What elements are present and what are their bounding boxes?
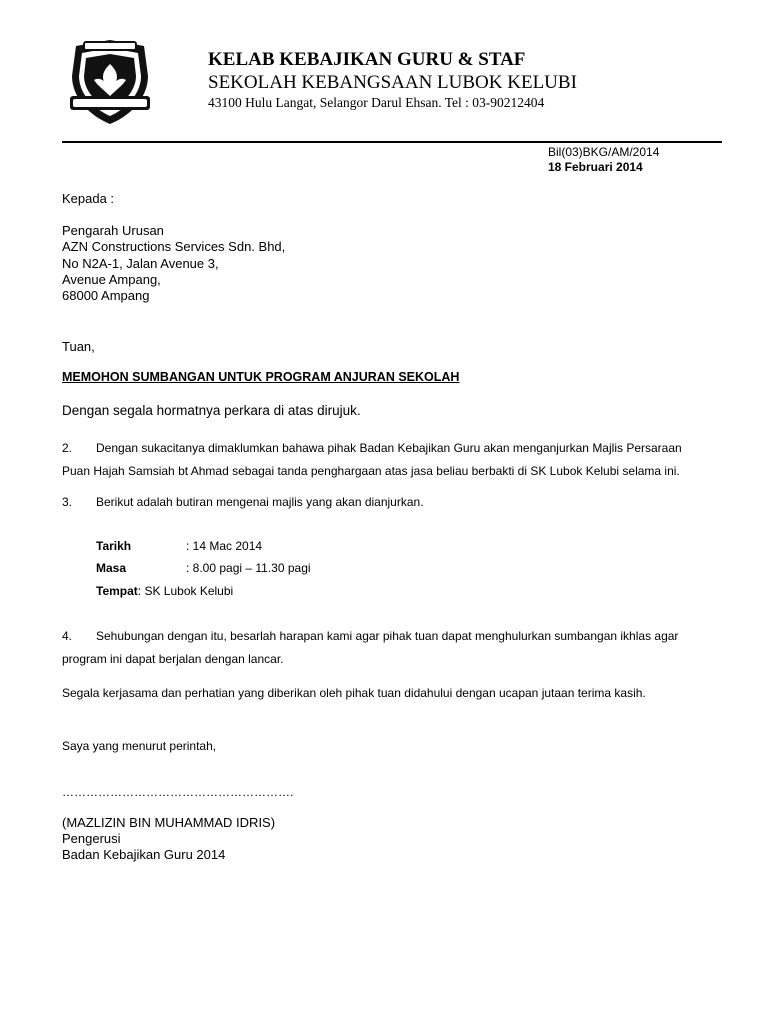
signatory-organization: Badan Kebajikan Guru 2014 [62,847,226,862]
detail-date-value: : 14 Mac 2014 [186,539,263,553]
school-address: 43100 Hulu Langat, Selangor Darul Ehsan. Tel : 03-90212404 [208,95,545,110]
recipient-line: AZN Constructions Services Sdn. Bhd, [62,239,286,254]
signature-line: …………………………………………………. [62,785,294,799]
paragraph-3-number: 3. [62,495,73,509]
salutation: Tuan, [62,339,95,354]
detail-time-label: Masa [96,561,127,575]
sign-off: Saya yang menurut perintah, [62,739,217,753]
paragraph-4-line-1: Sehubungan dengan itu, besarlah harapan kami agar pihak tuan dapat menghulurkan sumbangan ikhlas agar [96,629,679,643]
signatory-name: (MAZLIZIN BIN MUHAMMAD IDRIS) [62,815,276,830]
school-crest-logo [64,36,156,128]
closing-paragraph: Segala kerjasama dan perhatian yang diberikan oleh pihak tuan didahului dengan ucapan jutaan terima kasih. [62,686,646,700]
letter-date: 18 Februari 2014 [548,160,643,174]
detail-time-value: : 8.00 pagi – 11.30 pagi [186,561,311,575]
recipient-to-label: Kepada : [62,191,115,206]
paragraph-4-line-2: program ini dapat berjalan dengan lancar. [62,652,284,666]
recipient-line: No N2A-1, Jalan Avenue 3, [62,256,219,271]
letter-subject: MEMOHON SUMBANGAN UNTUK PROGRAM ANJURAN SEKOLAH [62,370,460,384]
recipient-line: Pengarah Urusan [62,223,164,238]
detail-place-row [96,584,233,598]
paragraph-2-line-2: Puan Hajah Samsiah bt Ahmad sebagai tanda penghargaan atas jasa beliau berbakti di SK Lubok Kelubi selama ini. [62,464,680,478]
recipient-line: Avenue Ampang, [62,272,161,287]
detail-place-value: : SK Lubok Kelubi [137,584,234,598]
reference-number: Bil(03)BKG/AM/2014 [548,145,660,159]
recipient-line: 68000 Ampang [62,288,150,303]
paragraph-2-number: 2. [62,441,73,455]
opening-line: Dengan segala hormatnya perkara di atas dirujuk. [62,403,361,418]
paragraph-4-number: 4. [62,629,73,643]
letterhead-divider [62,141,722,143]
paragraph-2-line-1: Dengan sukacitanya dimaklumkan bahawa pihak Badan Kebajikan Guru akan menganjurkan Majlis Persaraan [96,441,682,455]
club-name-heading: KELAB KEBAJIKAN GURU & STAF [208,49,526,70]
detail-date-label: Tarikh [96,539,132,553]
signatory-title: Pengerusi [62,831,121,846]
paragraph-3-text: Berikut adalah butiran mengenai majlis yang akan dianjurkan. [96,495,424,509]
detail-place-label: Tempat [96,584,138,598]
school-name-heading: SEKOLAH KEBANGSAAN LUBOK KELUBI [208,72,577,93]
